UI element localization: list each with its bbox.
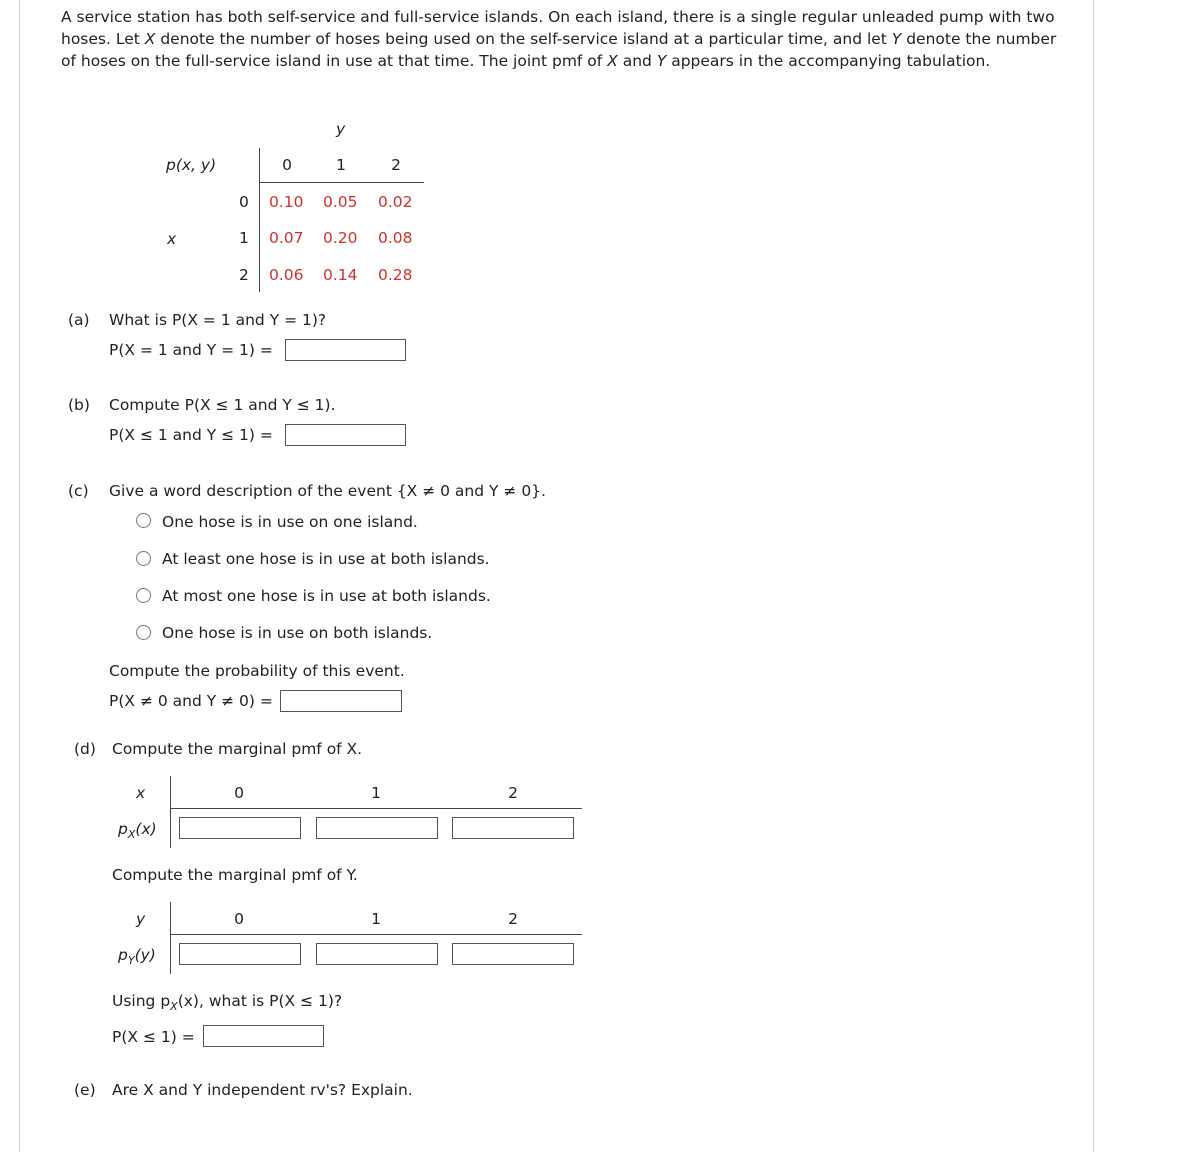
part-d-answer-prompt: P(X ≤ 1) = xyxy=(112,1028,195,1046)
part-c-label: (c) xyxy=(68,482,89,500)
part-a-label: (a) xyxy=(68,311,90,329)
radio-option[interactable] xyxy=(136,513,151,528)
part-d-label: (d) xyxy=(74,740,96,758)
problem-intro: A service station has both self-service and full-service islands. On each island, there is a single regular unleaded pump with two hoses. Let X denote the number of hoses being used on the self-service island at a particular time, and let Y denote the number of hoses on the full-service island in use at that time. The joint pmf of X and Y appears in the accompanying tabulation. xyxy=(61,8,1057,70)
part-b-answer-prompt: P(X ≤ 1 and Y ≤ 1) = xyxy=(109,426,273,444)
part-b-answer-input[interactable] xyxy=(285,424,406,446)
part-a-answer-input[interactable] xyxy=(285,339,406,361)
part-c-answer-input[interactable] xyxy=(280,690,402,712)
x-value: 0 xyxy=(234,784,244,802)
x-value: 2 xyxy=(508,784,518,802)
row-header: 2 xyxy=(239,266,249,284)
x-axis-label: x xyxy=(167,230,177,248)
py-input[interactable] xyxy=(179,943,301,965)
table-cell: 0.28 xyxy=(378,266,413,284)
pxy-label: p(x, y) xyxy=(166,156,217,174)
radio-option[interactable] xyxy=(136,625,151,640)
table-vertical-rule xyxy=(259,148,260,292)
table-horizontal-rule xyxy=(170,934,582,935)
x-header: x xyxy=(136,784,146,802)
table-cell: 0.08 xyxy=(378,229,413,247)
col-header: 1 xyxy=(336,156,346,174)
py-label: $p_Y(y)$ xyxy=(118,946,156,968)
y-value: 0 xyxy=(234,910,244,928)
col-header: 0 xyxy=(282,156,292,174)
py-input[interactable] xyxy=(452,943,574,965)
table-cell: 0.14 xyxy=(323,266,358,284)
part-e-label: (e) xyxy=(74,1081,96,1099)
part-c-compute-text: Compute the probability of this event. xyxy=(109,662,405,680)
radio-option-label: At least one hose is in use at both islands. xyxy=(162,550,490,568)
part-b-label: (b) xyxy=(68,396,90,414)
radio-option-label: At most one hose is in use at both islands. xyxy=(162,587,491,605)
radio-option-label: One hose is in use on one island. xyxy=(162,513,418,531)
radio-option[interactable] xyxy=(136,551,151,566)
py-input[interactable] xyxy=(316,943,438,965)
part-d-question-x: Compute the marginal pmf of X. xyxy=(112,740,363,758)
radio-option[interactable] xyxy=(136,588,151,603)
px-input[interactable] xyxy=(452,817,574,839)
part-c-answer-prompt: P(X ≠ 0 and Y ≠ 0) = xyxy=(109,692,273,710)
part-a-question: What is P(X = 1 and Y = 1)? xyxy=(109,311,327,329)
row-header: 0 xyxy=(239,193,249,211)
x-value: 1 xyxy=(371,784,381,802)
px-label: $p_X(x)$ xyxy=(118,820,157,842)
y-value: 1 xyxy=(371,910,381,928)
part-d-using-text: Using $p_X(x)$, what is P(X ≤ 1)? xyxy=(112,992,343,1014)
table-vertical-rule xyxy=(170,776,171,848)
table-cell: 0.10 xyxy=(269,193,304,211)
part-c-question: Give a word description of the event {X ≠ 0 and Y ≠ 0}. xyxy=(109,482,546,500)
table-cell: 0.06 xyxy=(269,266,304,284)
part-d-question-y: Compute the marginal pmf of Y. xyxy=(112,866,358,884)
table-horizontal-rule xyxy=(259,182,424,183)
px-input[interactable] xyxy=(316,817,438,839)
y-value: 2 xyxy=(508,910,518,928)
table-vertical-rule xyxy=(170,902,171,974)
y-header: y xyxy=(136,910,146,928)
row-header: 1 xyxy=(239,229,249,247)
part-e-question: Are X and Y independent rv's? Explain. xyxy=(112,1081,413,1099)
y-axis-label: y xyxy=(336,120,346,138)
part-b-question: Compute P(X ≤ 1 and Y ≤ 1). xyxy=(109,396,336,414)
part-a-answer-prompt: P(X = 1 and Y = 1) = xyxy=(109,341,273,359)
part-d-answer-input[interactable] xyxy=(203,1025,324,1047)
px-input[interactable] xyxy=(179,817,301,839)
table-cell: 0.07 xyxy=(269,229,304,247)
col-header: 2 xyxy=(391,156,401,174)
table-cell: 0.20 xyxy=(323,229,358,247)
table-cell: 0.05 xyxy=(323,193,358,211)
table-cell: 0.02 xyxy=(378,193,413,211)
table-horizontal-rule xyxy=(170,808,582,809)
radio-option-label: One hose is in use on both islands. xyxy=(162,624,433,642)
